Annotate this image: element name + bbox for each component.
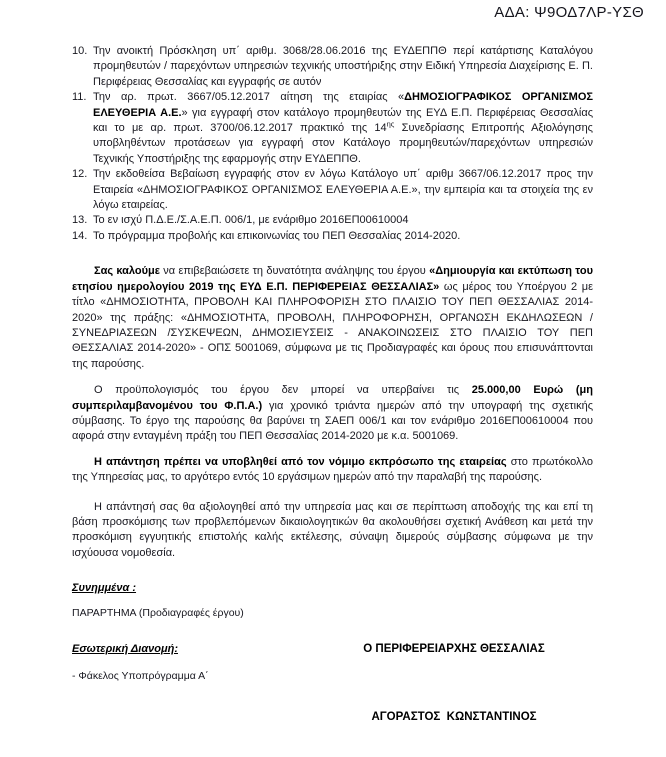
list-item-number: 10. <box>72 45 88 57</box>
text-segment: για χρονικό τριάντα ημερών από την υπογραφή της σχετικής σύμβασης. Το έργο της παρούσης θα βαρύνει τη ΣΑΕΠ 006/1 και τον ενάριθμο 2016ΕΠ00610004 που αφορά στην ενταγμένη πράξη του ΠΕΠ Θεσσαλίας 2014-2020 με κ.α. 5001069. <box>72 399 593 443</box>
signature-block <box>348 642 560 726</box>
list-item-14 <box>72 229 593 244</box>
budget-amount-bold: 25.000,00 Ευρώ (μη συμπεριλαμβανομένου του Φ.Π.Α.) <box>72 384 594 412</box>
internal-distribution <box>72 642 334 726</box>
signature-name: ΑΓΟΡΑΣΤΟΣ ΚΩΝΣΤΑΝΤΙΝΟΣ <box>371 711 537 724</box>
project-title-bold: «Δημιουργία και εκτύπωση του ετησίου ημερολογίου 2019 της ΕΥΔ Ε.Π. ΠΕΡΙΦΕΡΕΙΑΣ ΘΕΣΣΑΛΙΑΣ» <box>72 265 593 293</box>
text-segment: ως μέρος του Υποέργου 2 με τίτλο «ΔΗΜΟΣΙΟΤΗΤΑ, ΠΡΟΒΟΛΗ ΚΑΙ ΠΛΗΡΟΦΟΡΙΣΗ ΣΤΟ ΠΛΑΙΣΙΟ ΤΟΥ ΠΕΠ ΘΕΣΣΑΛΙΑΣ 2014-2020» της πράξης: «ΔΗΜΟΣΙΟΤΗΤΑ, ΠΡΟΒΟΛΗ, ΠΛΗΡΟΦΟΡΗΣΗ, ΟΡΓΑΝΩΣΗ ΕΚΔΗΛΩΣΕΩΝ / ΣΥΝΕΔΡΙΑΣΕΩΝ /ΣΥΣΚΕΨΕΩΝ, ΔΗΜΟΣΙΕΥΣΕΙΣ - ΑΝΑΚΟΙΝΩΣΕΙΣ ΣΤΟ ΠΛΑΙΣΙΟ ΤΟΥ ΠΕΠ ΘΕΣΣΑΛΙΑΣ 2014-2020» - ΟΠΣ 5001069, σύμφωνα με τις Προδιαγραφές και όρους που επισυνάπτονται της παρούσης. <box>72 280 593 370</box>
text-segment: » για εγγραφή στον κατάλογο προμηθευτών της ΕΥΔ Ε.Π. Περιφέρειας Θεσσαλίας και το με αρ. πρωτ. 3700/06.12.2017 πρακτικό της 14 <box>93 106 593 135</box>
text-segment: Ο προϋπολογισμός του έργου δεν μπορεί να υπερβαίνει τις <box>94 384 472 397</box>
list-item-number: 11. <box>72 91 87 104</box>
text-segment: Συνεδρίασης Επιτροπής Αξιολόγησης υποβληθέντων προτάσεων για εγγραφή στον Κατάλογο προμηθευτών/παρεχόντων υπηρεσιών Τεχνικής Υποστήριξης της εφαρμογής στην ΕΥΔΕΠΠΘ. <box>93 122 593 165</box>
paragraph-reply-deadline <box>72 455 593 486</box>
list-item-text: Το πρόγραμμα προβολής και επικοινωνίας του ΠΕΠ Θεσσαλίας 2014-2020. <box>93 229 461 242</box>
list-item-number: 14. <box>72 229 88 242</box>
attachment-item: ΠΑΡΑΡΤΗΜΑ (Προδιαγραφές έργου) <box>72 606 244 619</box>
list-item-13 <box>72 213 593 228</box>
reference-list <box>72 44 593 244</box>
list-item-12 <box>72 167 593 213</box>
ordinal-superscript: ης <box>386 119 395 129</box>
list-item-text: Την ανοικτή Πρόσκληση υπ΄ αριθμ. 3068/28.06.2016 της ΕΥΔΕΠΠΘ περί κατάρτισης Καταλόγου προμηθευτών / παρεχόντων υπηρεσιών τεχνικής υποστήριξης στην Ειδική Υπηρεσία Διαχείρισης Ε. Π. Περιφέρειας Θεσσαλίας και εγγραφής σε αυτόν <box>93 45 593 88</box>
paragraph-invitation <box>72 264 593 372</box>
list-item-10 <box>72 44 593 90</box>
list-item-number: 12. <box>72 168 88 181</box>
document-body <box>72 44 593 726</box>
text-segment: να επιβεβαιώσετε τη δυνατότητα ανάληψης του έργου <box>159 265 430 278</box>
internal-distribution-item: - Φάκελος Υποπρόγραμμα Α΄ <box>72 670 209 683</box>
bold-segment: Η απάντηση πρέπει να υποβληθεί από τον νόμιμο εκπρόσωπο της εταιρείας <box>94 455 507 468</box>
bold-segment: Σας καλούμε <box>94 265 160 278</box>
list-item-text: Την εκδοθείσα Βεβαίωση εγγραφής στον εν λόγω Κατάλογο υπ΄ αριθμ 3667/06.12.2017 προς την Εταιρεία «ΔΗΜΟΣΙΟΓΡΑΦΙΚΟΣ ΟΡΓΑΝΙΣΜΟΣ ΕΛΕΥΘΕΡΙΑ Α.Ε.», την εμπειρία και τα στοιχεία της εν λόγω εταιρείας. <box>93 168 593 212</box>
text-segment: Την αρ. πρωτ. 3667/05.12.2017 αίτηση της εταιρίας « <box>93 91 405 104</box>
company-name-bold: ΔΗΜΟΣΙΟΓΡΑΦΙΚΟΣ ΟΡΓΑΝΙΣΜΟΣ ΕΛΕΥΘΕΡΙΑ Α.Ε. <box>93 91 594 119</box>
internal-distribution-label: Εσωτερική Διανομή: <box>72 643 178 655</box>
paragraph-budget <box>72 383 593 445</box>
text-segment: Η απάντησή σας θα αξιολογηθεί από την υπηρεσία μας και σε περίπτωση αποδοχής της και επί τη βάση προσκόμισης των προβλεπόμενων δικαιολογητικών θα ακολουθήσει σχετική Ανάθεση και μετά την προσκόμιση εγγυητικής επιστολής καλής εκτέλεσης, σύναψη διμερούς σύμβασης σύμφωνα με την ισχύουσα νομοθεσία. <box>72 500 593 559</box>
list-item-11 <box>72 90 593 167</box>
attachments-section <box>72 581 593 621</box>
ada-code: ΑΔΑ: Ψ9ΟΔ7ΛΡ-ΥΣΘ <box>494 4 644 21</box>
attachments-label: Συνημμένα : <box>72 582 137 595</box>
paragraph-evaluation <box>72 500 593 562</box>
text-segment: στο πρωτόκολλο της Υπηρεσίας μας, το αργότερο εντός 10 εργάσιμων ημερών από την παραλαβή της παρούσης. <box>72 455 593 484</box>
footer-section <box>72 642 593 726</box>
list-item-text: Το εν ισχύ Π.Δ.Ε./Σ.Α.Ε.Π. 006/1, με ενάριθμο 2016ΕΠ00610004 <box>93 214 409 227</box>
list-item-text <box>93 91 593 165</box>
signature-title: Ο ΠΕΡΙΦΕΡΕΙΑΡΧΗΣ ΘΕΣΣΑΛΙΑΣ <box>363 643 545 655</box>
list-item-number: 13. <box>72 214 88 227</box>
